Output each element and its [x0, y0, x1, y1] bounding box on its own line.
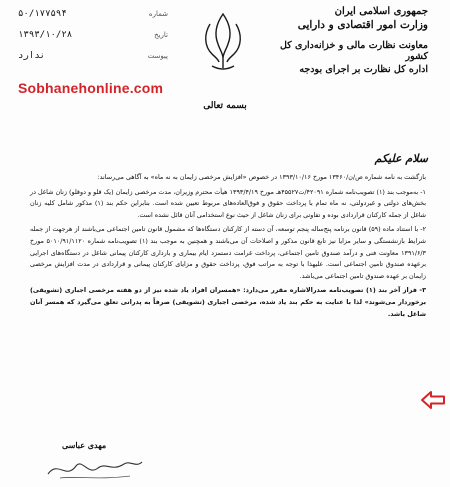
signature-mark-icon [40, 446, 150, 486]
org-country: جمهوری اسلامی ایران [334, 6, 428, 17]
letter-number-label: شماره [148, 10, 168, 18]
paragraph-1: ۱- به‌موجب بند (۱) تصویب‌نامه شماره ۴۲۰۹۱/ت۴۵۵۲۷هـ مورخ ۱۳۹۳/۴/۱۹ هیأت محترم وزیران، مدت مرخصی زایمان (یک قلو و دوقلو) زنان شاغل در بخش‌های دولتی و غیردولتی، نه ماه تمام با پرداخت حقوق و فوق‌العاده‌های مربوط تعیین شده است. بنابراین حکم بند (۱) مذکور شامل کلیه زنان شاغل از جمله کارکنان قراردادی بوده و تفاوتی برای زنان شاغل از حیث نوع استخدامی آنان قائل نشده است. [30, 187, 426, 219]
letter-number: ۵۰/۱۷۷۵۹۴ [18, 9, 67, 19]
left-arrow-icon [420, 389, 446, 411]
letter-date-row [18, 29, 168, 41]
letter-meta [18, 8, 168, 71]
letter-body [30, 172, 426, 323]
letter-date: ۱۳۹۳/۱۰/۲۸ [18, 30, 73, 40]
paragraph-3: ۳- فراز آخر بند (۱) تصویب‌نامه صدرالاشاره مقرر می‌دارد: «همسران افراد یاد شده نیز از دو هفته مرخصی اجباری (تشویقی) برخوردار می‌شوند» لذا با عنایت به حکم بند یاد شده، مرخصی اجباری (تشویقی) صرفاً به پدرانی تعلق می‌گیرد که همسر آنان شاغل باشد. [30, 286, 426, 318]
org-deputy: معاونت نظارت مالی و خزانه‌داری کل کشور [279, 40, 428, 62]
letter-organization [258, 6, 428, 75]
letter-attachment-row [18, 50, 168, 62]
letter-date-label: تاریخ [154, 31, 168, 39]
org-ministry: وزارت امور اقتصادی و دارایی [297, 19, 428, 31]
greeting: سلام علیکم [374, 152, 428, 165]
paragraph-2: ۲- با استناد ماده (۵۹) قانون برنامه پنج‌ساله پنجم توسعه، آن دسته از کارکنان دستگاه‌ها که مشمول قانون تامین اجتماعی می‌باشند از هرجهت از جمله شرایط بازنشستگی و سایر مزایا نیز تابع قانون مذکور و اصلاحات آن می‌باشند و همچنین به موجب بند (۱) تصویب‌نامه شماره ۵۰۱۰/۹۱/۱۱۲۰ مورخ ۱۳۹۱/۶/۳ معاونت فنی و درآمد صندوق تامین اجتماعی، پرداخت غرامت دستمزد ایام بیماری و بارداری کارکنان پیمانی شاغل در دستگاه‌های اجرایی برعهده صندوق تامین اجتماعی است. علیهذا با توجه به مراتب فوق، پرداخت حقوق و مزایای کارکنان پیمانی و قراردادی در مدت افزایش مرخصی زایمان بر عهده صندوق تامین اجتماعی می‌باشد. [30, 225, 426, 280]
watermark-site: Sobhanehonline.com [18, 80, 164, 96]
signature-block [40, 440, 150, 480]
signatory-name: مهدی عباسی [62, 440, 107, 450]
letter-attachment-label: پیوست [147, 52, 168, 60]
org-department: اداره کل نظارت بر اجرای بودجه [299, 64, 428, 75]
bismillah: بسمه تعالی [203, 101, 247, 111]
letter-number-row [18, 8, 168, 20]
letter-attachment: ندارد [18, 51, 46, 61]
iran-emblem-icon [188, 6, 258, 76]
paragraph-intro: بازگشت به نامه شماره ص/ن/۱۳۴۶۰ مورخ ۱۳۹۳/۱۰/۱۶ در خصوص «افزایش مرخصی زایمان به نه ماه» به آگاهی می‌رساند: [97, 173, 426, 181]
